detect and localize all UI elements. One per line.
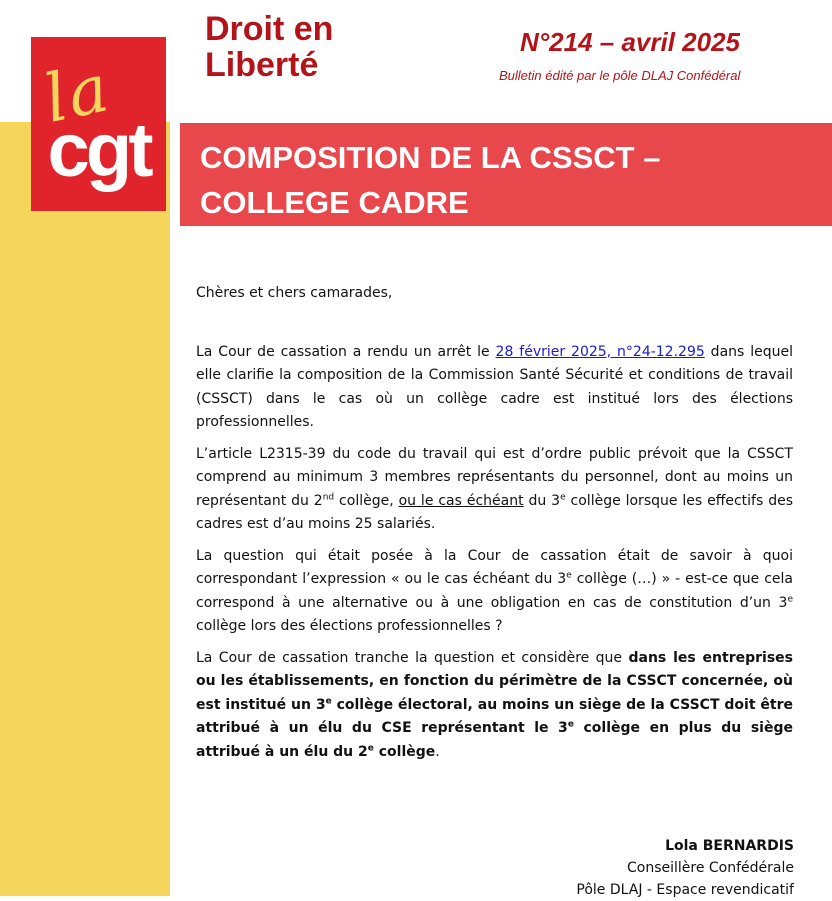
p4-sup-1: e [325,695,332,706]
signature-unit: Pôle DLAJ - Espace revendicatif [576,882,794,898]
p4-sup-3: e [367,742,374,753]
signature-name: Lola BERNARDIS [665,838,794,854]
article-title [200,135,800,225]
logo-cgt-text: cgt [47,108,150,193]
publication-title [205,11,333,83]
p4-bold-2: collège électoral, au moins un siège de la CSSCT doit être attribué à un élu du CSE représentant le 3 [196,696,793,736]
p3-text-a: La question qui était posée à la Cour de cassation était de savoir à quoi correspondant l’expression « ou le cas échéant du 3 [196,547,793,587]
p2-text-a: L’article L2315-39 du code du travail qui est d’ordre public prévoit que la CSSCT comprend au minimum 3 membres représentants du personnel, dont au moins un représentant du 2 [196,445,793,509]
paragraph-3 [196,545,793,639]
p3-text-b: collège (…) » - est-ce que cela correspond à une alternative ou à une obligation en cas de constitution d’un 3 [196,571,793,611]
ruling-link[interactable]: 28 février 2025, n°24-12.295 [495,343,705,360]
signature-role: Conseillère Confédérale [626,860,794,876]
p2-text-c: du 3 [523,492,561,509]
article-title-line1: COMPOSITION DE LA CSSCT – [200,140,661,175]
p2-underlined: ou le cas échéant [398,492,524,509]
logo-la-text: la [37,49,117,138]
p2-sup-2: e [560,491,566,502]
title-banner [180,123,832,226]
p1-text-a: La Cour de cassation a rendu un arrêt le [196,343,496,360]
p3-sup-1: e [566,570,572,581]
paragraph-4 [196,647,793,765]
p2-sup-1: nd [322,491,335,502]
cgt-logo [31,37,166,211]
yellow-side-band [0,122,170,896]
article-title-line2: COLLEGE CADRE [200,185,469,220]
article-body [196,282,793,772]
p4-bold-3: collège en plus du siège attribué à un élu du 2 [196,720,793,760]
issue-number: N°214 – avril 2025 [520,27,741,57]
p4-text-a: La Cour de cassation tranche la question et considère que [196,649,629,666]
p4-end: . [435,743,440,760]
p4-sup-2: e [567,719,574,730]
p4-bold [196,650,793,760]
signature-block [576,835,794,901]
p2-text-b: collège, [334,492,399,509]
publication-title-line1: Droit en [205,10,334,48]
greeting: Chères et chers camarades, [196,285,393,301]
publication-title-line2: Liberté [205,46,319,84]
p3-text-c: collège lors des élections professionnelles ? [196,618,503,634]
paragraph-1 [196,341,793,435]
p3-sup-2: e [787,593,793,604]
p2-text-d: collège lorsque les effectifs des cadres est d’au moins 25 salariés. [196,492,793,532]
p4-bold-1: dans les entreprises ou les établissements, en fonction du périmètre de la CSSCT concernée, où est institué un 3 [196,649,793,713]
p1-text-b: dans lequel elle clarifie la composition de la Commission Santé Sécurité et conditions de travail (CSSCT) dans le cas où un collège cadre est institué lors des élections professionnelles. [196,343,793,430]
paragraph-2 [196,443,793,537]
p4-bold-4: collège [373,743,436,760]
publisher-line: Bulletin édité par le pôle DLAJ Confédéral [499,68,741,83]
